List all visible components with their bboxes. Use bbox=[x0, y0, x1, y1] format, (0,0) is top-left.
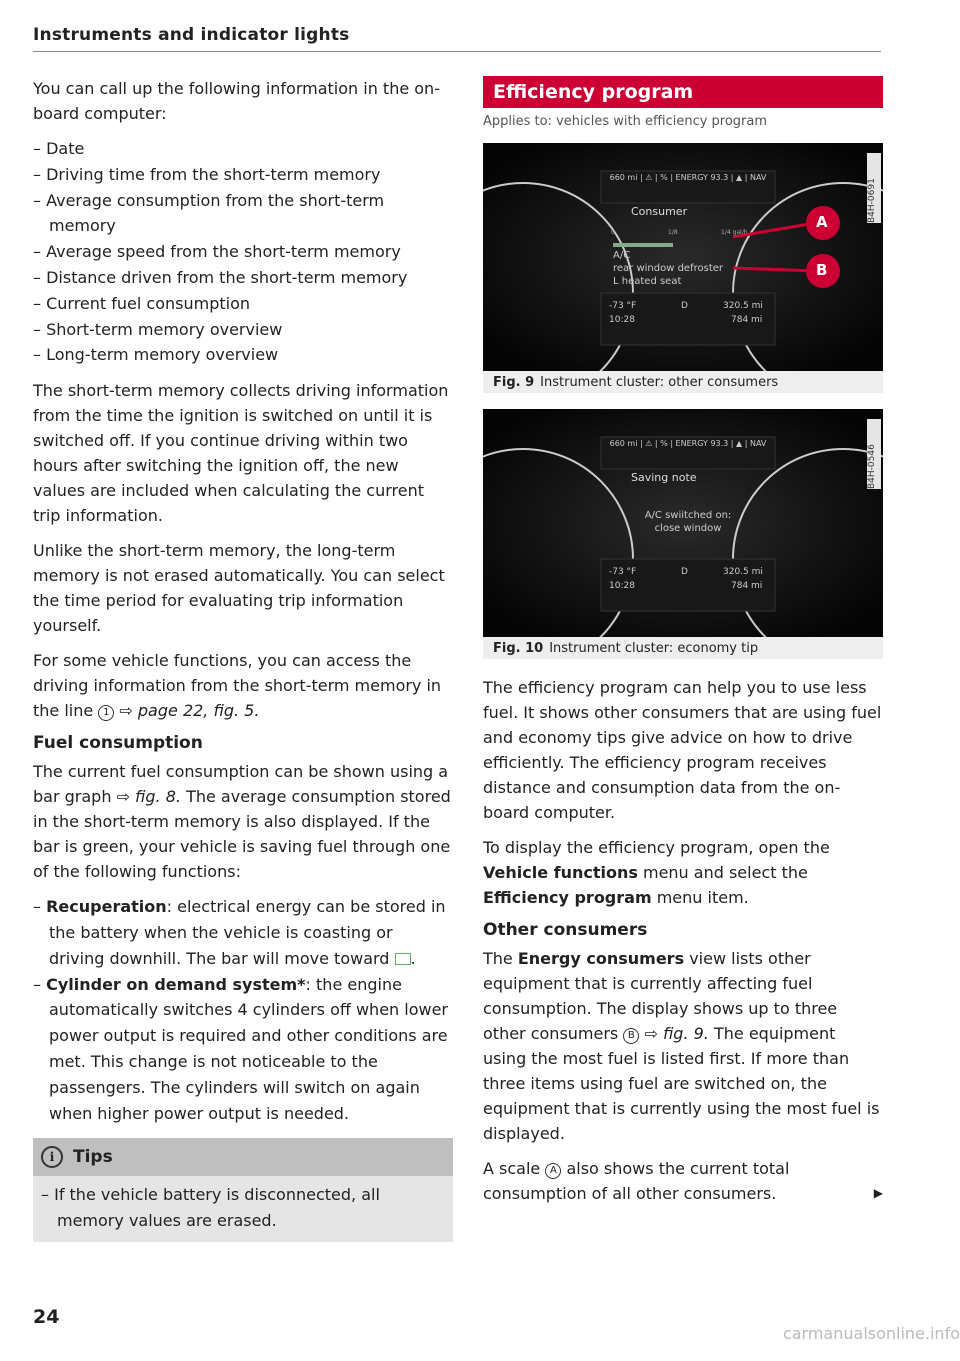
list-item: – Average speed from the short-term memory bbox=[33, 239, 453, 265]
other-consumers-heading: Other consumers bbox=[483, 920, 648, 940]
list-item: – Driving time from the short-term memory bbox=[33, 162, 453, 188]
list-item: – Long-term memory overview bbox=[33, 342, 453, 368]
info-list bbox=[33, 136, 453, 368]
tips-header bbox=[33, 1138, 453, 1176]
clock: 10:28 bbox=[609, 315, 635, 325]
tips-box bbox=[33, 1138, 453, 1242]
list-item: – Date bbox=[33, 136, 453, 162]
marker-1: 1 bbox=[98, 705, 114, 721]
fuel-heading: Fuel consumption bbox=[33, 733, 203, 754]
display-paragraph: To display the efficiency program, open the Vehicle functions menu and select the Efficiency program menu item. bbox=[483, 838, 830, 907]
page-header bbox=[33, 25, 881, 52]
outside-temp: -73 °F bbox=[609, 301, 637, 311]
figure-10-caption: Fig. 10 Instrument cluster: economy tip bbox=[483, 637, 883, 659]
scale-start: 0 bbox=[611, 229, 615, 236]
figure-9-cluster bbox=[483, 143, 883, 371]
page-number: 24 bbox=[33, 1306, 60, 1328]
section-title: Efficiency program bbox=[483, 76, 883, 108]
figure-code: B4H-0546 bbox=[867, 419, 881, 489]
fuel-paragraph: The current fuel consumption can be shown using a bar graph ⇨ fig. 8. The average consumption stored in the short-term memory is also displayed. If the bar is green, your vehicle is saving fuel through one of the following functions: bbox=[33, 762, 451, 882]
menu-title: Consumer bbox=[631, 205, 688, 218]
odometer: 320.5 mi bbox=[723, 301, 763, 311]
odometer: 320.5 mi bbox=[723, 567, 763, 577]
list-item: – Distance driven from the short-term memory bbox=[33, 265, 453, 291]
outside-temp: -73 °F bbox=[609, 567, 637, 577]
page-ref-link[interactable]: ⇨ page 22, fig. 5. bbox=[119, 701, 260, 721]
info-icon: i bbox=[41, 1146, 63, 1168]
continue-arrow-icon: ▶ bbox=[873, 1186, 883, 1200]
callout-a: A bbox=[816, 213, 828, 231]
marker-a: A bbox=[545, 1163, 561, 1179]
top-status-bar: 660 mi | ⚠ | % | ENERGY 93.3 | ▲ | NAV bbox=[609, 439, 767, 448]
watermark: carmanualsonline.info bbox=[782, 1324, 960, 1343]
clock: 10:28 bbox=[609, 581, 635, 591]
range: 784 mi bbox=[731, 581, 763, 591]
list-item: – Average consumption from the short-term memory bbox=[33, 188, 453, 240]
figure-10-cluster bbox=[483, 409, 883, 637]
header-title: Instruments and indicator lights bbox=[33, 25, 350, 45]
figure-code: B4H-0691 bbox=[867, 153, 881, 223]
scale-end: 1/4 gal/h bbox=[721, 229, 748, 236]
saving-functions-list bbox=[33, 894, 453, 1126]
fig8-ref-link[interactable]: ⇨ fig. 8. bbox=[116, 787, 181, 807]
list-item: – Short-term memory overview bbox=[33, 317, 453, 343]
top-status-bar: 660 mi | ⚠ | % | ENERGY 93.3 | ▲ | NAV bbox=[609, 173, 767, 182]
battery-icon bbox=[395, 953, 411, 965]
list-item: – Recuperation: electrical energy can be stored in the battery when the vehicle is coasting or driving downhill. The bar will move toward . bbox=[33, 894, 453, 971]
scale-mid: 1/8 bbox=[668, 229, 678, 236]
tips-title: Tips bbox=[73, 1147, 113, 1168]
consumers-paragraph: The Energy consumers view lists other equipment that is currently affecting fuel consumption. The display shows up to three other consumers B ⇨ fig. 9. The equipment using the most fuel is listed first. If more than three items using fuel are switched on, the equipment that is currently using the most fuel is displayed. bbox=[483, 949, 880, 1143]
list-item: – Current fuel consumption bbox=[33, 291, 453, 317]
applies-to: Applies to: vehicles with efficiency program bbox=[483, 114, 768, 129]
saving-tip: A/C swiitched on: close window bbox=[644, 510, 732, 534]
right-column bbox=[483, 76, 883, 1216]
left-column bbox=[33, 76, 453, 1242]
scale-paragraph: A scale A also shows the current total consumption of all other consumers. ▶ bbox=[483, 1156, 883, 1206]
list-item: – Cylinder on demand system*: the engine automatically switches 4 cylinders off when lower power output is required and other conditions are met. This change is not noticeable to the passengers. The cylinders will switch on again when higher power output is needed. bbox=[33, 972, 453, 1127]
marker-b: B bbox=[623, 1028, 639, 1044]
consumer-list: A/C rear window defroster L heated seat bbox=[613, 250, 724, 287]
callout-b: B bbox=[816, 261, 828, 279]
figure-9-caption: Fig. 9 Instrument cluster: other consumers bbox=[483, 371, 883, 393]
short-term-paragraph: The short-term memory collects driving information from the time the ignition is switched on until it is switched off. If you continue driving within two hours after switching the ignition off, the new values are included when calculating the current trip information. bbox=[33, 381, 449, 526]
gear-indicator: D bbox=[681, 301, 688, 311]
menu-title: Saving note bbox=[631, 471, 697, 484]
access-paragraph: For some vehicle functions, you can access the driving information from the short-term memory in the line 1 ⇨ page 22, fig. 5. bbox=[33, 651, 442, 721]
long-term-paragraph: Unlike the short-term memory, the long-term memory is not erased automatically. You can select the time period for evaluating trip information yourself. bbox=[33, 541, 445, 636]
tips-body bbox=[33, 1176, 453, 1242]
fig9-ref-link[interactable]: ⇨ fig. 9. bbox=[644, 1024, 709, 1043]
gear-indicator: D bbox=[681, 567, 688, 577]
range: 784 mi bbox=[731, 315, 763, 325]
intro-text: You can call up the following information in the on-board computer: bbox=[33, 79, 440, 123]
tip-item: – If the vehicle battery is disconnected, all memory values are erased. bbox=[41, 1182, 445, 1234]
efficiency-paragraph: The efficiency program can help you to use less fuel. It shows other consumers that are using fuel and economy tips give advice on how to drive efficiently. The efficiency program receives distance and consumption data from the on-board computer. bbox=[483, 678, 882, 822]
